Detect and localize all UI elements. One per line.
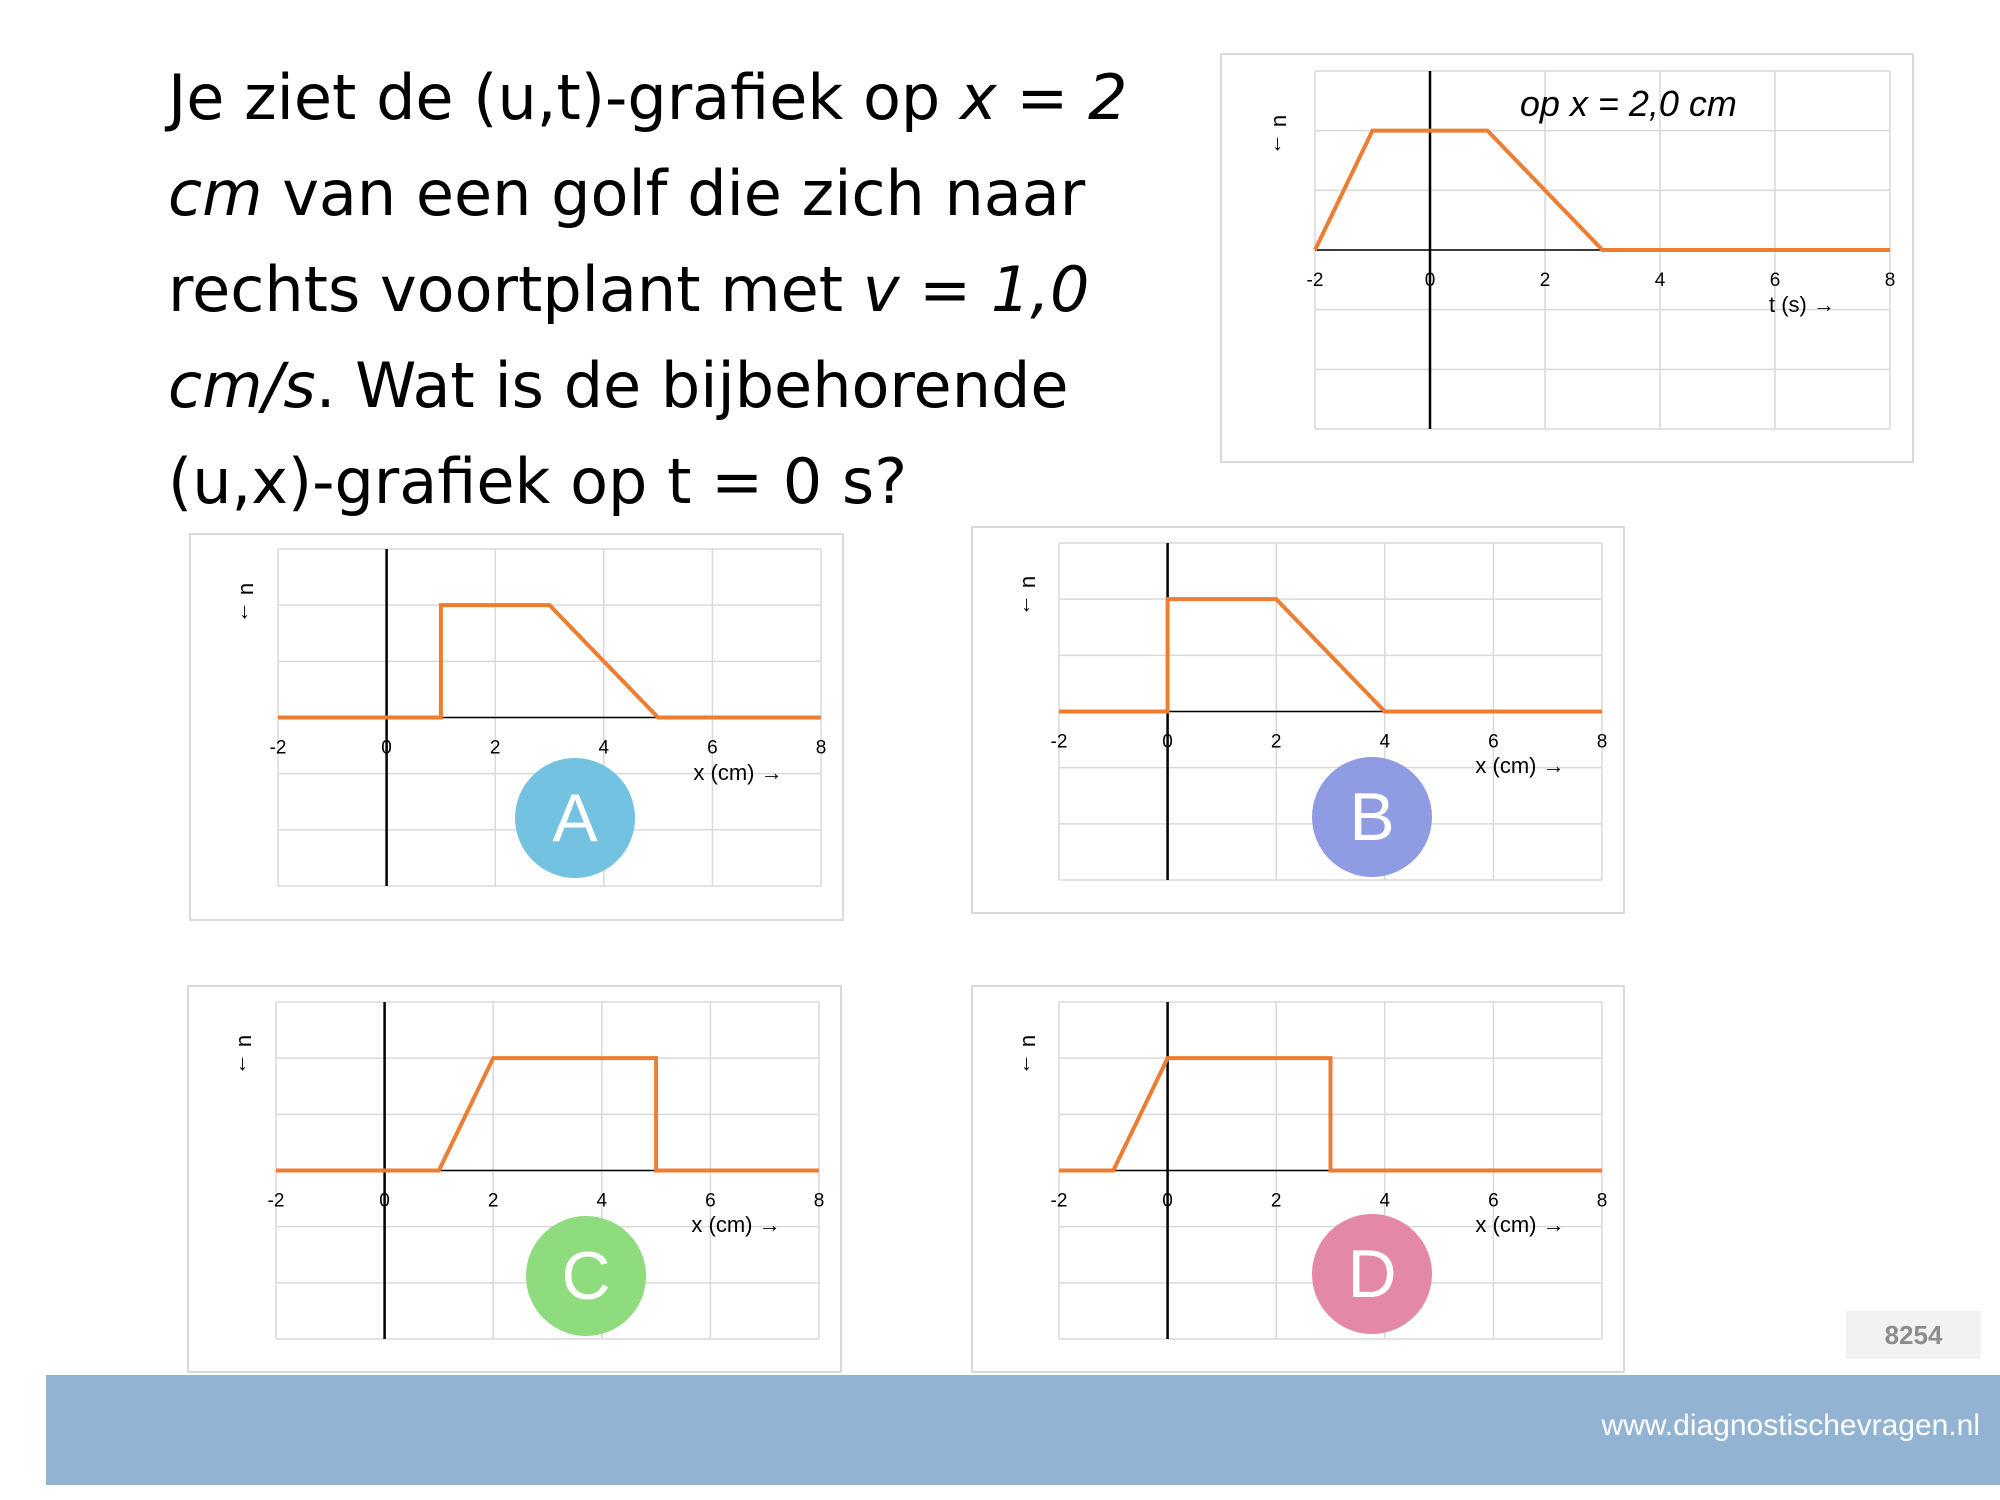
question-part-2: van een golf die zich naar rechts voortplant met	[168, 157, 1086, 326]
question-position: x = 2 cm	[168, 61, 1128, 230]
x-tick-label: 6	[1488, 731, 1499, 753]
given-chart-svg	[1222, 55, 1916, 465]
x-tick-label: 2	[1270, 731, 1282, 753]
x-tick-label: 6	[1769, 270, 1781, 291]
x-tick-label: 6	[1488, 1190, 1499, 1212]
x-tick-label: 8	[815, 737, 827, 759]
x-tick-label: 4	[596, 1190, 608, 1212]
x-axis-label: x (cm) →	[1475, 1212, 1565, 1237]
question-part-3: . Wat is de bijbehorende (u,x)-grafiek op t = 0 s?	[168, 349, 1069, 518]
x-tick-label: 2	[487, 1190, 499, 1212]
x-tick-label: 8	[1596, 731, 1608, 753]
option-a-badge[interactable]: A	[515, 758, 635, 878]
y-axis-label: u →	[236, 582, 261, 624]
option-b-badge[interactable]: B	[1312, 757, 1432, 877]
x-tick-label: 0	[1162, 1190, 1173, 1212]
option-a-chart-svg	[191, 535, 846, 923]
y-axis-label: u →	[234, 1034, 259, 1076]
x-tick-label: -2	[1050, 1190, 1068, 1212]
x-tick-label: 0	[1162, 731, 1173, 753]
x-axis-label: x (cm) →	[1475, 753, 1565, 778]
option-d-chart-svg	[973, 987, 1627, 1375]
given-ut-chart	[1220, 53, 1914, 463]
option-b-chart	[971, 526, 1625, 914]
x-tick-label: 0	[1424, 270, 1436, 291]
option-c-badge[interactable]: C	[526, 1216, 646, 1336]
y-axis-label: u →	[1269, 114, 1294, 156]
option-a-chart	[189, 533, 844, 921]
question-text	[168, 50, 1228, 530]
x-tick-label: -2	[1050, 731, 1068, 753]
x-tick-label: 6	[705, 1190, 716, 1212]
x-tick-label: 2	[489, 737, 501, 759]
x-axis-label: x (cm) →	[691, 1212, 781, 1237]
option-c-chart-svg	[189, 987, 844, 1375]
x-tick-label: 4	[598, 737, 610, 759]
x-axis-label: t (s) →	[1769, 292, 1835, 317]
option-b-chart-svg	[973, 528, 1627, 916]
x-axis-label: x (cm) →	[693, 760, 783, 785]
footer-bar	[46, 1375, 2000, 1485]
x-tick-label: 8	[1884, 270, 1896, 291]
x-tick-label: -2	[1306, 270, 1324, 291]
x-tick-label: 2	[1539, 270, 1551, 291]
option-d-chart	[971, 985, 1625, 1373]
y-axis-label: u →	[1018, 1034, 1043, 1076]
x-tick-label: 8	[1596, 1190, 1608, 1212]
y-axis-label: u →	[1018, 575, 1043, 617]
question-speed: v = 1,0 cm/s	[168, 253, 1090, 422]
x-tick-label: 2	[1270, 1190, 1282, 1212]
x-tick-label: 4	[1654, 270, 1666, 291]
footer-url[interactable]: www.diagnostischevragen.nl	[1601, 1409, 1980, 1442]
x-tick-label: 0	[379, 1190, 390, 1212]
question-part-1: Je ziet de (u,t)-grafiek op	[168, 61, 960, 134]
x-tick-label: 6	[707, 737, 718, 759]
x-tick-label: 4	[1379, 1190, 1391, 1212]
option-d-badge[interactable]: D	[1312, 1214, 1432, 1334]
chart-title: op x = 2,0 cm	[1519, 83, 1737, 124]
x-tick-label: 0	[381, 737, 392, 759]
x-tick-label: 8	[813, 1190, 825, 1212]
x-tick-label: 4	[1379, 731, 1391, 753]
x-tick-label: -2	[267, 1190, 285, 1212]
x-tick-label: -2	[269, 737, 287, 759]
question-code: 8254	[1846, 1311, 1981, 1359]
option-c-chart	[187, 985, 842, 1373]
